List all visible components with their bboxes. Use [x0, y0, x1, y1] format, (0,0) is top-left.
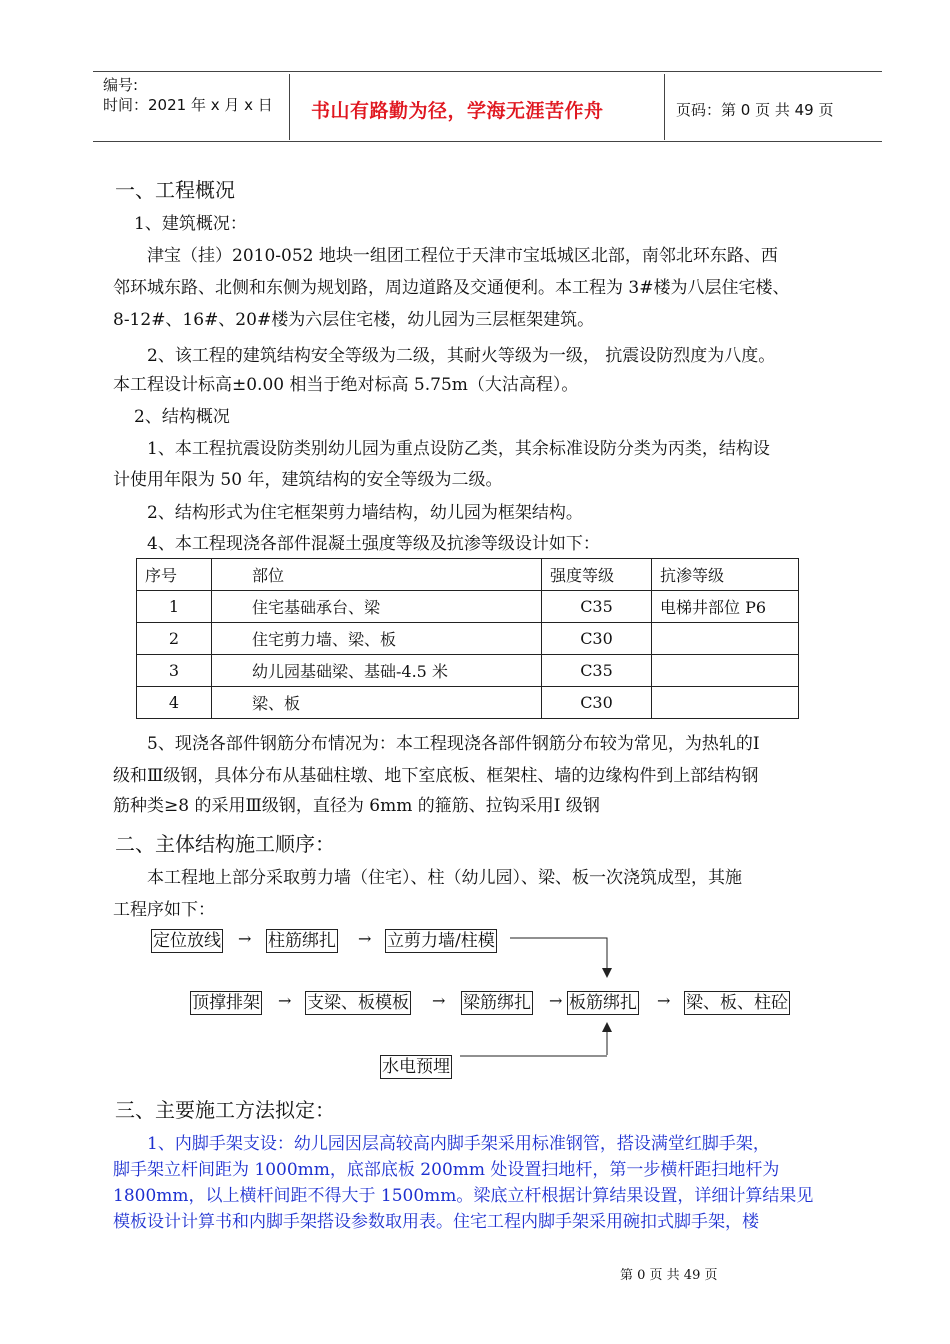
arrowhead-up: [602, 1022, 612, 1032]
para-3-line-2: 计使用年限为 50 年，建筑结构的安全等级为二级。: [113, 470, 503, 490]
table-cell: 幼儿园基础梁、基础-4.5 米: [212, 655, 542, 687]
section-3-para-line-4: 模板设计计算书和内脚手架搭设参数取用表。住宅工程内脚手架采用碗扣式脚手架，楼: [113, 1212, 759, 1232]
header-divider-2: [664, 74, 665, 140]
flow-step-mep-embed: 水电预埋: [382, 1057, 450, 1077]
table-header-cell: 部位: [212, 559, 542, 591]
table-cell: 2: [137, 623, 212, 655]
table-cell: 住宅剪力墙、梁、板: [212, 623, 542, 655]
para-1-line-2: 邻环城东路、北侧和东侧为规划路，周边道路及交通便利。本工程为 3#楼为八层住宅楼、: [113, 278, 790, 298]
flow-arrow: →: [358, 929, 372, 948]
serial-label: 编号:: [103, 76, 139, 94]
table-row: [137, 591, 799, 623]
page-footer: 第 0 页 共 49 页: [620, 1268, 718, 1283]
section-3-para-line-1: 1、内脚手架支设：幼儿园因层高较高内脚手架采用标准钢管，搭设满堂红脚手架，: [147, 1134, 770, 1154]
para-1-line-3: 8-12#、16#、20#楼为六层住宅楼，幼儿园为三层框架建筑。: [113, 310, 595, 330]
table-header-cell: 强度等级: [542, 559, 652, 591]
subsection-building: 1、建筑概况：: [134, 214, 247, 234]
table-cell: 1: [137, 591, 212, 623]
subsection-structure: 2、结构概况: [134, 407, 230, 427]
flow-step-wall-formwork: 立剪力墙/柱模: [387, 931, 495, 951]
table-header-row: [137, 559, 799, 591]
para-6-line-2: 级和Ⅲ级钢，具体分布从基础柱墩、地下室底板、框架柱、墙的边缘构件到上部结构钢: [113, 766, 759, 786]
header-divider-1: [289, 74, 290, 140]
section-2-para-line-2: 工程序如下：: [113, 900, 215, 920]
table-cell: [652, 687, 799, 719]
section-2-title: 二、主体结构施工顺序：: [115, 832, 335, 856]
table-cell: [652, 623, 799, 655]
flow-step-support-frame: 顶撑排架: [192, 993, 260, 1013]
arrowhead-down: [602, 968, 612, 978]
table-cell: 电梯井部位 P6: [652, 591, 799, 623]
flow-side-connector: [460, 1050, 610, 1070]
para-6-line-1: 5、现浇各部件钢筋分布情况为：本工程现浇各部件钢筋分布较为常见，为热轧的Ⅰ: [147, 734, 760, 754]
flow-step-slab-rebar: 板筋绑扎: [569, 993, 637, 1013]
para-2-line-2: 本工程设计标高±0.00 相当于绝对标高 5.75m（大沽高程）。: [113, 375, 579, 395]
flow-arrow: →: [432, 991, 446, 1010]
para-1-line-1: 津宝（挂）2010-052 地块一组团工程位于天津市宝坻城区北部，南邻北环东路、西: [147, 246, 778, 266]
table-cell: 梁、板: [212, 687, 542, 719]
concrete-grade-table: [136, 558, 799, 719]
table-cell: C30: [542, 623, 652, 655]
table-cell: 3: [137, 655, 212, 687]
table-cell: C30: [542, 687, 652, 719]
time-label: 时间：2021 年 x 月 x 日: [103, 96, 273, 114]
table-header-cell: 抗渗等级: [652, 559, 799, 591]
page-label: 页码：第 0 页 共 49 页: [676, 101, 834, 119]
table-cell: C35: [542, 655, 652, 687]
table-row: [137, 623, 799, 655]
flow-arrow: →: [657, 991, 671, 1010]
flow-arrow: →: [238, 929, 252, 948]
para-5: 4、本工程现浇各部件混凝土强度等级及抗渗等级设计如下：: [147, 534, 600, 554]
section-3-para-line-2: 脚手架立杆间距为 1000mm，底部底板 200mm 处设置扫地杆，第一步横杆距扫地杆为: [113, 1160, 780, 1180]
section-3-para-line-3: 1800mm，以上横杆间距不得大于 1500mm。梁底立杆根据计算结果设置，详细计算结果见: [113, 1186, 814, 1206]
flow-arrow: →: [549, 991, 563, 1010]
header-bottom-rule: [93, 141, 882, 142]
table-header-cell: 序号: [137, 559, 212, 591]
table-cell: 4: [137, 687, 212, 719]
flow-step-concrete-pour: 梁、板、柱砼: [686, 993, 788, 1013]
motto: 书山有路勤为径，学海无涯苦作舟: [311, 100, 604, 122]
table-cell: [652, 655, 799, 687]
para-3-line-1: 1、本工程抗震设防类别幼儿园为重点设防乙类，其余标准设防分类为丙类，结构设: [147, 439, 770, 459]
table-cell: C35: [542, 591, 652, 623]
table-row: [137, 687, 799, 719]
section-1-title: 一、工程概况: [115, 178, 235, 202]
flow-step-column-rebar: 柱筋绑扎: [268, 931, 336, 951]
flow-step-positioning: 定位放线: [153, 931, 221, 951]
table-row: [137, 655, 799, 687]
flow-arrow: →: [278, 991, 292, 1010]
para-6-line-3: 筋种类≥8 的采用Ⅲ级钢，直径为 6mm 的箍筋、拉钩采用Ⅰ 级钢: [113, 796, 600, 816]
header-top-rule: [93, 71, 882, 72]
section-3-title: 三、主要施工方法拟定：: [115, 1098, 335, 1122]
flow-step-beam-rebar: 梁筋绑扎: [463, 993, 531, 1013]
para-4: 2、结构形式为住宅框架剪力墙结构，幼儿园为框架结构。: [147, 503, 583, 523]
connector-top: [510, 938, 607, 972]
section-2-para-line-1: 本工程地上部分采取剪力墙（住宅）、柱（幼儿园）、梁、板一次浇筑成型，其施: [147, 868, 742, 888]
table-cell: 住宅基础承台、梁: [212, 591, 542, 623]
flow-step-beam-slab-formwork: 支梁、板模板: [307, 993, 409, 1013]
para-2-line-1: 2、该工程的建筑结构安全等级为二级，其耐火等级为一级， 抗震设防烈度为八度。: [147, 346, 776, 366]
